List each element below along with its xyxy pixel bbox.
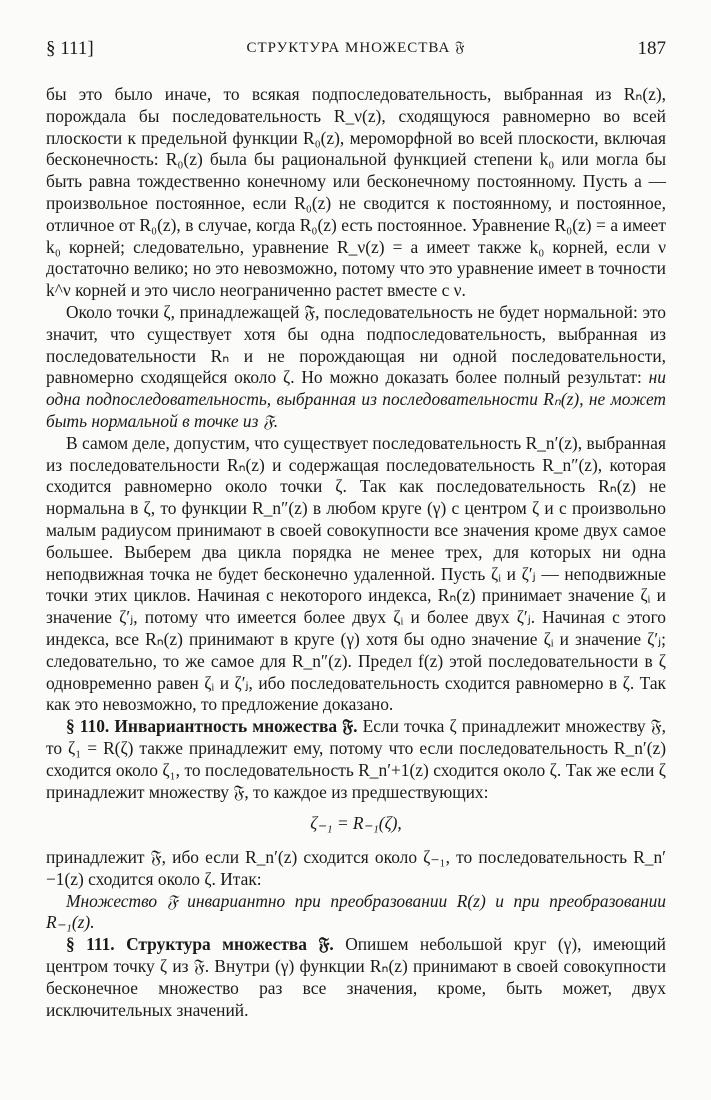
section-111: [46, 934, 666, 1021]
running-title: СТРУКТУРА МНОЖЕСТВА 𝔉: [246, 40, 466, 56]
formula: ζ₋₁ = R₋₁(ζ),: [310, 813, 402, 834]
section-text: Опишем небольшой круг (γ), имеющий центром точку ζ из 𝔉. Внутри (γ) функции Rₙ(z) принимают в своей совокупности бесконечное множество раз все значения, кроме, быть может, двух исключительных значений.: [46, 934, 666, 1020]
paragraph: В самом деле, допустим, что существует последовательность R_n′(z), выбранная из последовательности Rₙ(z) и содержащая последовательность R_n″(z), которая сходится равномерно около точки ζ. Так как последовательность Rₙ(z) не нормальна в ζ, то функции R_n″(z) в любом круге (γ) с центром ζ и с произвольно малым радиусом принимают в своей совокупности все значения кроме двух самое большее. Выберем два цикла порядка не менее трех, для которых ни одна неподвижная точка не будет бесконечно удаленной. Пусть ζᵢ и ζ′ⱼ — неподвижные точки этих циклов. Начиная с некоторого индекса, Rₙ(z) принимает значение ζᵢ и значение ζ′ⱼ, потому что имеется более двух ζᵢ и более двух ζ′ⱼ. Начиная с этого индекса, все Rₙ(z) принимают в круге (γ) хотя бы одно значение ζᵢ и значение ζ′ⱼ; следовательно, то же самое для R_n″(z). Предел f(z) этой последовательности в ζ одновременно равен ζᵢ и ζ′ⱼ, ибо последовательность сходится равномерно в ζ. Так как это невозможно, то предложение доказано.: [46, 432, 666, 715]
paragraph: [46, 302, 666, 433]
page-number: 187: [637, 38, 666, 59]
section-heading: § 110. Инвариантность множества 𝔉.: [66, 716, 358, 737]
theorem-statement: Множество 𝔉 инвариантно при преобразовании R(z) и при преобразовании R₋₁(z).: [46, 890, 666, 933]
page-body: [46, 84, 666, 1021]
paragraph-text: Около точки ζ, принадлежащей 𝔉, последовательность не будет нормальной: это значит, что существует хотя бы одна подпоследовательность, выбранная из последовательности Rₙ и не порождающая ни одной последовательности, равномерно сходящейся около ζ. Но можно доказать более полный результат:: [46, 301, 666, 388]
section-110: [46, 716, 666, 803]
section-heading: § 111. Структура множества 𝔉.: [66, 934, 334, 955]
section-reference: § 111]: [46, 38, 94, 59]
section-text: Если точка ζ принадлежит множеству 𝔉, то ζ₁ = R(ζ) также принадлежит ему, потому что если последовательность R_n′(z) сходится около ζ₁, то последовательность R_n′+1(z) сходится около ζ. Так же если ζ принадлежит множеству 𝔉, то каждое из предшествующих:: [46, 716, 666, 802]
running-header: [46, 38, 666, 62]
paragraph: бы это было иначе, то всякая подпоследовательность, выбранная из Rₙ(z), порождала бы последовательность R_ν(z), сходящуюся равномерно во всей плоскости к предельной функции R₀(z), мероморфной во всей плоскости, включая бесконечность: R₀(z) была бы рациональной функцией степени k₀ или могла бы быть равна тождественно конечному или бесконечному постоянному. Пусть a — произвольное постоянное, если R₀(z) не сводится к постоянному, и постоянное, отличное от R₀(z), в случае, когда R₀(z) есть постоянное. Уравнение R₀(z) = a имеет k₀ корней; следовательно, уравнение R_ν(z) = a имеет также k₀ корней, если ν достаточно велико; но это невозможно, потому что это уравнение имеет в точности k^ν корней и это число неограниченно растет вместе с ν.: [46, 84, 666, 301]
paragraph: принадлежит 𝔉, ибо если R_n′(z) сходится около ζ₋₁, то последовательность R_n′−1(z) сходится около ζ. Итак:: [46, 847, 666, 889]
italic-statement: ни одна подпоследовательность, выбранная из последовательности Rₙ(z), не может быть нормальной в точке из 𝔉.: [46, 367, 666, 431]
